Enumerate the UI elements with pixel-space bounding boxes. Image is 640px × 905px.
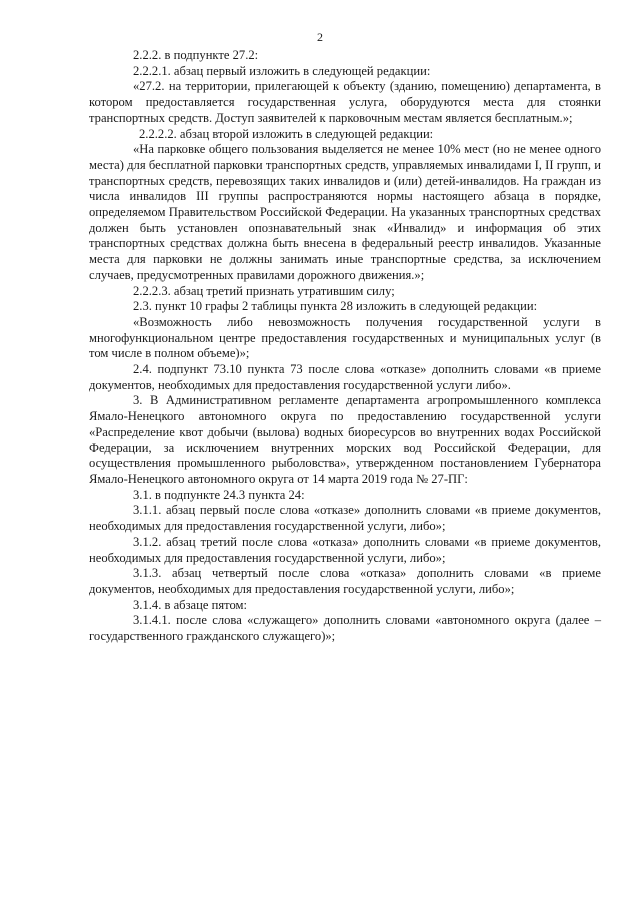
paragraph-3-1: 3.1. в подпункте 24.3 пункта 24:	[133, 487, 305, 502]
paragraph-quote-mfc: «Возможность либо невозможность получения государственной услуги в многофункциональном центре предоставления государственных и муниципальных услуг (в том числе в полном объеме)»;	[89, 314, 601, 361]
paragraph-3: 3. В Административном регламенте департамента агропромышленного комплекса Ямало-Ненецкого автономного округа по предоставлению государственной услуги «Распределение квот добычи (вылова) водных биоресурсов во внутренних водах Российской Федерации, за исключением внутренних морских вод Российской Федерации, для осуществления промышленного рыболовства», утвержденном постановлением Губернатора Ямало-Ненецкого автономного округа от 14 марта 2019 года № 27-ПГ:	[89, 393, 601, 486]
paragraph-2-4: 2.4. подпункт 73.10 пункта 73 после слова «отказе» дополнить словами «в приеме документов, необходимых для предоставления государственной услуги либо».	[89, 362, 601, 392]
paragraph-quote-27-2: «27.2. на территории, прилегающей к объекту (зданию, помещению) департамента, в котором предоставляется государственная услуга, оборудуются места для стоянки транспортных средств. Доступ заявителей к парковочным местам является бесплатным.»;	[89, 79, 601, 125]
paragraph-3-1-3: 3.1.3. абзац четвертый после слова «отказа» дополнить словами «в приеме документов, необходимых для предоставления государственной услуги, либо»;	[89, 566, 601, 596]
paragraph-quote-parking: «На парковке общего пользования выделяется не менее 10% мест (но не менее одного места) для бесплатной парковки транспортных средств, управляемых инвалидами I, II групп, и транспортных средств, перевозящих таких инвалидов и (или) детей-инвалидов. На граждан из числа инвалидов III группы распространяются нормы настоящего абзаца в порядке, определяемом Правительством Российской Федерации. На указанных транспортных средствах должен быть установлен опознавательный знак «Инвалид» и информация об этих транспортных средствах должна быть внесена в федеральный реестр инвалидов. Указанные места для парковки не должны занимать иные транспортные средства, за исключением случаев, предусмотренных правилами дорожного движения.»;	[89, 142, 601, 282]
paragraph-3-1-2: 3.1.2. абзац третий после слова «отказа» дополнить словами «в приеме документов, необходимых для предоставления государственной услуги, либо»;	[89, 534, 601, 565]
paragraph-2-2-2-1: 2.2.2.1. абзац первый изложить в следующей редакции:	[133, 63, 431, 78]
paragraph-2-2-2-2: 2.2.2.2. абзац второй изложить в следующей редакции:	[139, 126, 434, 141]
paragraph-2-3: 2.3. пункт 10 графы 2 таблицы пункта 28 изложить в следующей редакции:	[133, 299, 538, 314]
paragraph-3-1-4-1: 3.1.4.1. после слова «служащего» дополнить словами «автономного округа (далее – государственного гражданского служащего)»;	[89, 613, 601, 644]
paragraph-3-1-4: 3.1.4. в абзаце пятом:	[133, 597, 248, 612]
paragraph-2-2-2-3: 2.2.2.3. абзац третий признать утратившим силу;	[133, 283, 395, 298]
document-body	[89, 48, 601, 645]
page-number: 2	[317, 30, 323, 44]
paragraph-2-2-2: 2.2.2. в подпункте 27.2:	[133, 48, 259, 62]
paragraph-3-1-1: 3.1.1. абзац первый после слова «отказе» дополнить словами «в приеме документов, необходимых для предоставления государственной услуги, либо»;	[89, 503, 601, 534]
